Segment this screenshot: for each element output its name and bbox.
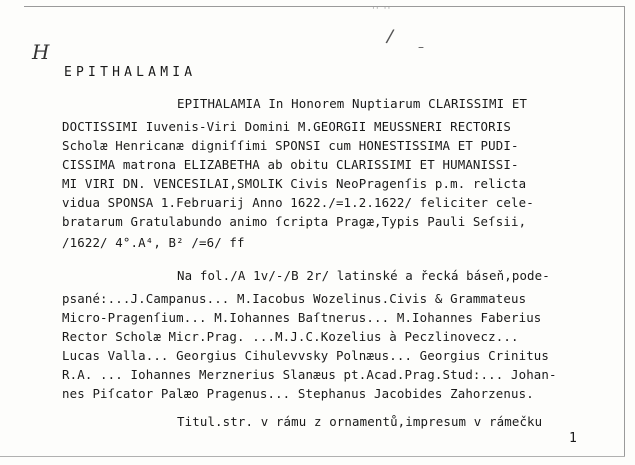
note-line-2: psané:...J.Campanus... M.Iacobus Wozelinus.Civis & Grammateus [62,291,527,306]
page-number: 1 [569,431,577,446]
note-line-7: nes Piſcator Palæo Pragenus... Stephanus Jacobides Zahorzenus. [62,386,534,401]
title-line-4: CISSIMA matrona ELIZABETHA ab obitu CLARISSIMI ET HUMANISSI- [62,157,519,172]
title-line-3: Scholæ Henricanæ digniſſimi SPONSI cum HONESTISSIMA ET PUDI- [62,138,519,153]
title-line-7: bratarum Gratulabundo animo ſcripta Pragæ,Typis Pauli Seſsii, [62,214,527,229]
card-frame-top [24,6,625,7]
title-line-2: DOCTISSIMI Iuvenis-Viri Domini M.GEORGII MEUSSNERI RECTORIS [62,119,511,134]
note-line-5: Lucas Valla... Georgius Cihulevvsky Polnæus... Georgius Crinitus [62,348,550,363]
title-line-6: vidua SPONSA 1.Februarij Anno 1622./=1.2.1622/ feliciter cele- [62,195,534,210]
card-frame-bottom [0,456,625,457]
pencil-mark-2: – [418,40,424,54]
note-line-1: Na fol./A 1v/-/B 2r/ latinské a řecká báseň,pode- [177,268,550,283]
note-line-4: Rector Scholæ Micr.Prag. ...M.J.C.Kozelius à Peczlinovecz... [62,329,519,344]
note-line-6: R.A. ... Iohannes Merznerius Slanæus pt.Acad.Prag.Stud:... Johan- [62,367,557,382]
pencil-mark-1: / [384,25,396,48]
title-line-8: /1622/ 4°.A⁴, B² /=6/ ff [62,235,245,250]
title-line-1: EPITHALAMIA In Honorem Nuptiarum CLARISSIMI ET [177,96,528,111]
title-line-5: MI VIRI DN. VENCESILAI,SMOLIK Civis NeoPragenſis p.m. relicta [62,176,527,191]
footer-line: Titul.str. v rámu z ornamentů,impresum v rámečku [177,414,543,429]
card-heading: EPITHALAMIA [64,65,197,80]
note-line-3: Micro-Pragenſium... M.Iohannes Baſtnerus... M.Iohannes Faberius [62,310,542,325]
card-frame-right [624,6,625,457]
pencil-mark-3: ·· ·· [372,4,392,14]
handwritten-mark: H [32,40,50,64]
